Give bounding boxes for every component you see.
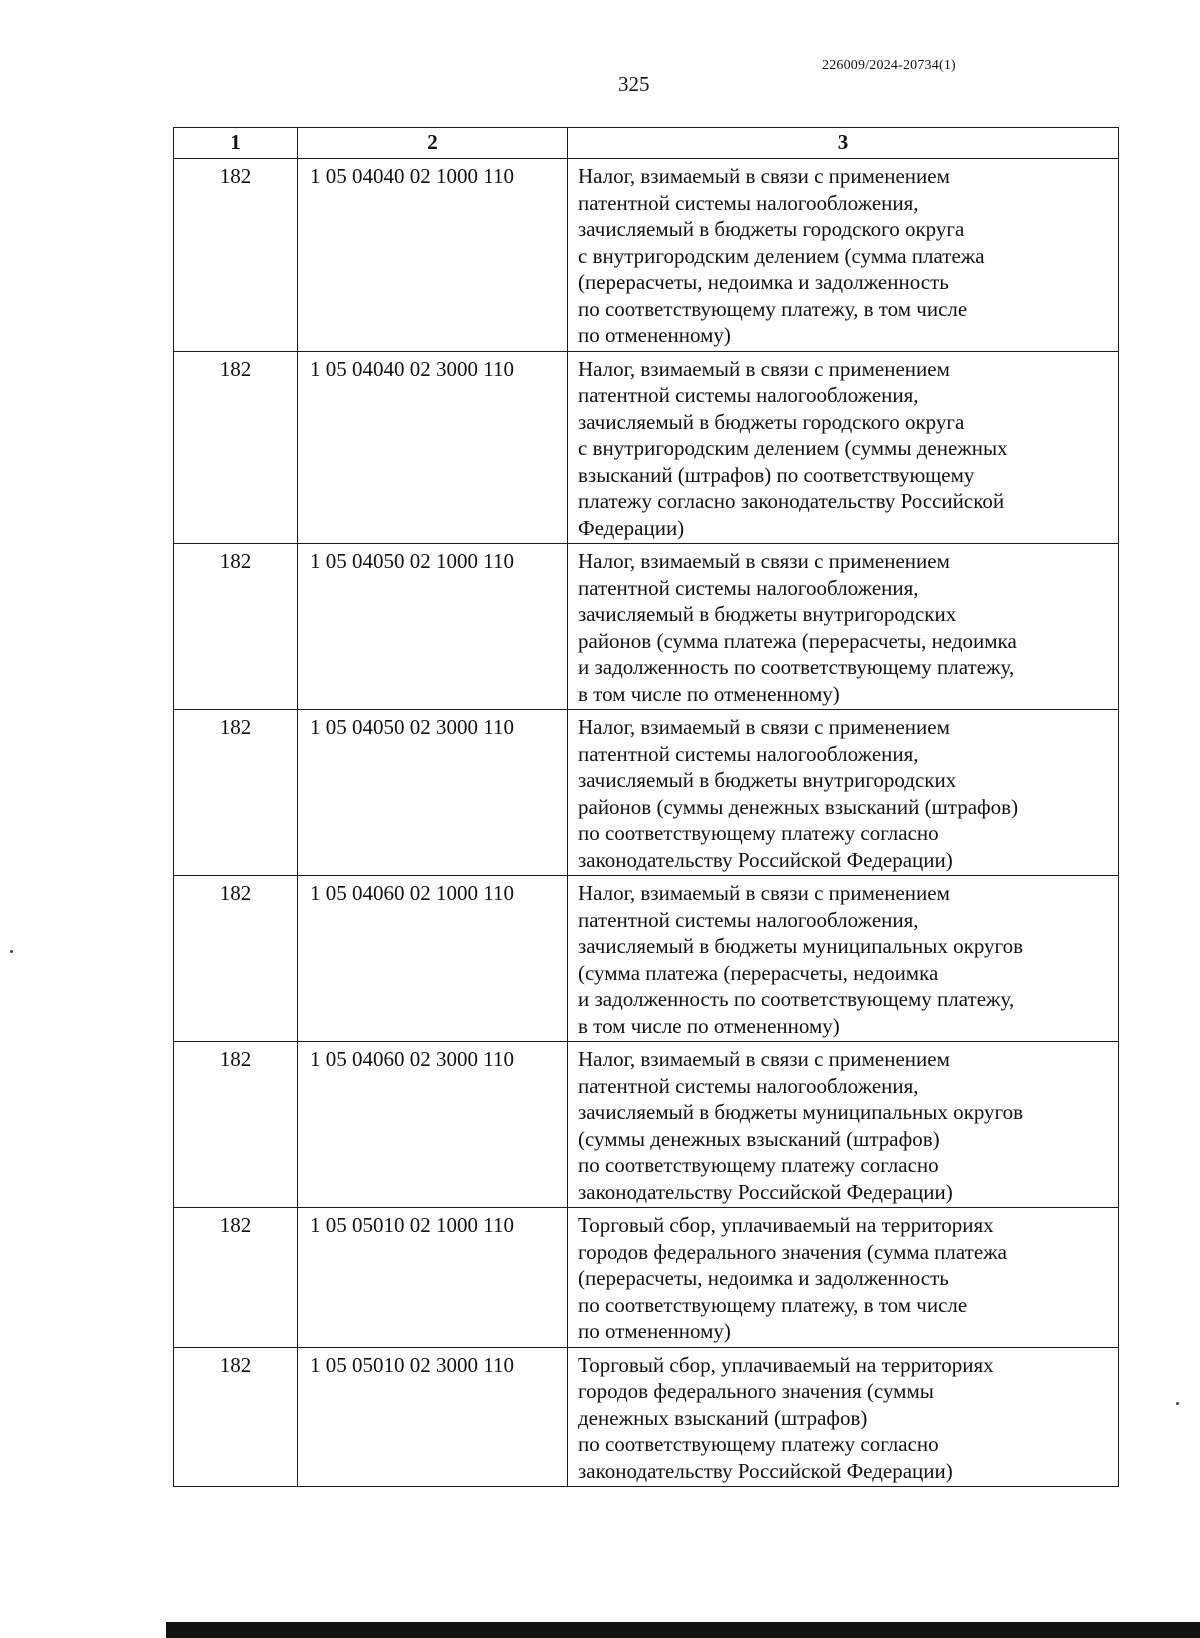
budget-code-cell: 1 05 04060 02 1000 110 xyxy=(298,876,568,1042)
budget-code-cell: 1 05 04040 02 1000 110 xyxy=(298,159,568,352)
scan-edge-bar xyxy=(166,1622,1200,1638)
admin-code-cell: 182 xyxy=(174,710,298,876)
scan-speck xyxy=(1176,1402,1179,1405)
column-header-3: 3 xyxy=(568,128,1119,159)
description-cell: Налог, взимаемый в связи с применением патентной системы налогообложения, зачисляемый в бюджеты городского округа с внутригородским делением (сумма платежа (перерасчеты, недоимка и задолженность по соответствующему платежу, в том числе по отмененному) xyxy=(568,159,1119,352)
budget-code-cell: 1 05 05010 02 1000 110 xyxy=(298,1208,568,1348)
document-id: 226009/2024-20734(1) xyxy=(822,58,956,73)
admin-code-cell: 182 xyxy=(174,1347,298,1487)
table-row xyxy=(174,1347,1119,1487)
budget-code-cell: 1 05 04040 02 3000 110 xyxy=(298,351,568,544)
table-row xyxy=(174,710,1119,876)
table-header-row xyxy=(174,128,1119,159)
admin-code-cell: 182 xyxy=(174,1042,298,1208)
description-cell: Налог, взимаемый в связи с применением патентной системы налогообложения, зачисляемый в бюджеты городского округа с внутригородским делением (суммы денежных взысканий (штрафов) по соответствующему платежу согласно законодательству Российской Федерации) xyxy=(568,351,1119,544)
admin-code-cell: 182 xyxy=(174,876,298,1042)
admin-code-cell: 182 xyxy=(174,1208,298,1348)
scan-speck xyxy=(10,950,13,953)
admin-code-cell: 182 xyxy=(174,544,298,710)
column-header-2: 2 xyxy=(298,128,568,159)
table-row xyxy=(174,1208,1119,1348)
revenue-codes-table xyxy=(173,127,1119,1487)
admin-code-cell: 182 xyxy=(174,159,298,352)
description-cell: Торговый сбор, уплачиваемый на территориях городов федерального значения (сумма платежа (перерасчеты, недоимка и задолженность по соответствующему платежу, в том числе по отмененному) xyxy=(568,1208,1119,1348)
table-row xyxy=(174,544,1119,710)
description-cell: Налог, взимаемый в связи с применением патентной системы налогообложения, зачисляемый в бюджеты муниципальных округов (сумма платежа (перерасчеты, недоимка и задолженность по соответствующему платежу, в том числе по отмененному) xyxy=(568,876,1119,1042)
description-cell: Торговый сбор, уплачиваемый на территориях городов федерального значения (суммы денежных взысканий (штрафов) по соответствующему платежу согласно законодательству Российской Федерации) xyxy=(568,1347,1119,1487)
budget-code-cell: 1 05 05010 02 3000 110 xyxy=(298,1347,568,1487)
budget-code-cell: 1 05 04060 02 3000 110 xyxy=(298,1042,568,1208)
page-number: 325 xyxy=(618,72,650,96)
admin-code-cell: 182 xyxy=(174,351,298,544)
description-cell: Налог, взимаемый в связи с применением патентной системы налогообложения, зачисляемый в бюджеты внутригородских районов (суммы денежных взысканий (штрафов) по соответствующему платежу согласно законодательству Российской Федерации) xyxy=(568,710,1119,876)
table-row xyxy=(174,351,1119,544)
column-header-1: 1 xyxy=(174,128,298,159)
description-cell: Налог, взимаемый в связи с применением патентной системы налогообложения, зачисляемый в бюджеты внутригородских районов (сумма платежа (перерасчеты, недоимка и задолженность по соответствующему платежу, в том числе по отмененному) xyxy=(568,544,1119,710)
table-row xyxy=(174,876,1119,1042)
budget-code-cell: 1 05 04050 02 3000 110 xyxy=(298,710,568,876)
table-row xyxy=(174,1042,1119,1208)
table-row xyxy=(174,159,1119,352)
description-cell: Налог, взимаемый в связи с применением патентной системы налогообложения, зачисляемый в бюджеты муниципальных округов (суммы денежных взысканий (штрафов) по соответствующему платежу согласно законодательству Российской Федерации) xyxy=(568,1042,1119,1208)
budget-code-cell: 1 05 04050 02 1000 110 xyxy=(298,544,568,710)
